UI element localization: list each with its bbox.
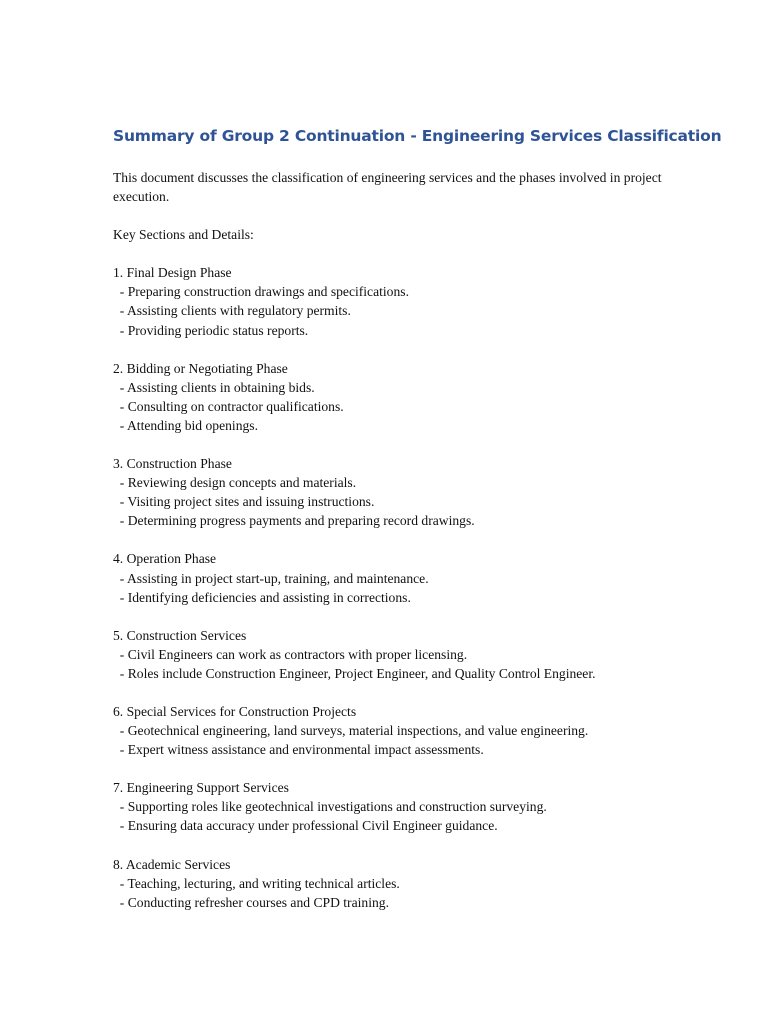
bullet-item: - Determining progress payments and preparing record drawings.: [113, 513, 475, 529]
document-title: Summary of Group 2 Continuation - Engineering Services Classification: [113, 127, 722, 145]
bullet-item: - Assisting in project start-up, training, and maintenance.: [113, 570, 429, 586]
section-heading: 3. Construction Phase: [113, 456, 232, 472]
key-sections-label: Key Sections and Details:: [113, 227, 254, 243]
bullet-item: - Reviewing design concepts and materials.: [113, 475, 357, 491]
document-page: [113, 124, 722, 912]
section-final-design-phase: [113, 263, 673, 339]
section-operation-phase: [113, 549, 673, 606]
bullet-item: - Roles include Construction Engineer, Project Engineer, and Quality Control Engineer.: [113, 665, 596, 681]
bullet-item: - Teaching, lecturing, and writing technical articles.: [113, 875, 400, 891]
bullet-item: - Identifying deficiencies and assisting in corrections.: [113, 589, 411, 605]
section-special-services: [113, 702, 673, 759]
bullet-item: - Assisting clients in obtaining bids.: [113, 379, 315, 395]
bullet-item: - Visiting project sites and issuing instructions.: [113, 494, 375, 510]
bullet-item: - Geotechnical engineering, land surveys, material inspections, and value engineering.: [113, 723, 589, 739]
section-construction-phase: [113, 454, 673, 530]
bullet-item: - Preparing construction drawings and specifications.: [113, 284, 409, 300]
section-construction-services: [113, 626, 673, 683]
section-heading: 2. Bidding or Negotiating Phase: [113, 360, 288, 376]
bullet-item: - Expert witness assistance and environmental impact assessments.: [113, 742, 484, 758]
section-engineering-support-services: [113, 778, 673, 835]
section-heading: 7. Engineering Support Services: [113, 780, 289, 796]
bullet-item: - Conducting refresher courses and CPD training.: [113, 894, 389, 910]
section-academic-services: [113, 855, 673, 912]
section-bidding-phase: [113, 359, 673, 435]
intro-paragraph: This document discusses the classification of engineering services and the phases involved in project execution.: [113, 170, 662, 205]
bullet-item: - Supporting roles like geotechnical investigations and construction surveying.: [113, 799, 547, 815]
section-heading: 6. Special Services for Construction Projects: [113, 703, 357, 719]
section-heading: 1. Final Design Phase: [113, 265, 232, 281]
bullet-item: - Civil Engineers can work as contractors with proper licensing.: [113, 646, 468, 662]
section-heading: 5. Construction Services: [113, 627, 247, 643]
bullet-item: - Attending bid openings.: [113, 417, 258, 433]
bullet-item: - Consulting on contractor qualifications.: [113, 398, 344, 414]
bullet-item: - Providing periodic status reports.: [113, 322, 309, 338]
section-heading: 4. Operation Phase: [113, 551, 217, 567]
bullet-item: - Assisting clients with regulatory permits.: [113, 303, 351, 319]
bullet-item: - Ensuring data accuracy under professional Civil Engineer guidance.: [113, 818, 498, 834]
section-heading: 8. Academic Services: [113, 856, 231, 872]
